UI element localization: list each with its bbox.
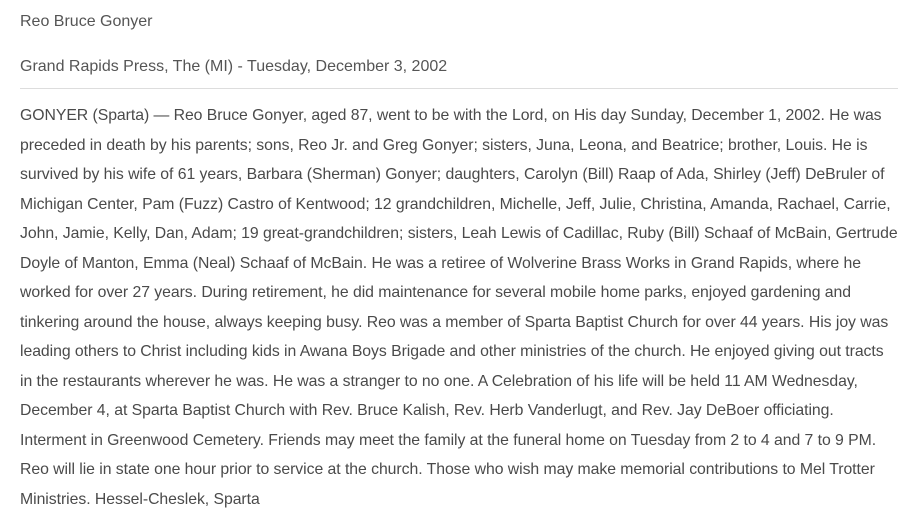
header-divider (20, 88, 898, 89)
publication-source-line: Grand Rapids Press, The (MI) - Tuesday, December 3, 2002 (20, 58, 448, 75)
obituary-body-text: GONYER (Sparta) — Reo Bruce Gonyer, aged 87, went to be with the Lord, on His day Sunday, December 1, 2002. He was preceded in death by his parents; sons, Reo Jr. and Greg Gonyer; sisters, Juna, Leona, and Beatrice; brother, Louis. He is survived by his wife of 61 years, Barbara (Sherman) Gonyer; daughters, Carolyn (Bill) Raap of Ada, Shirley (Jeff) DeBruler of Michigan Center, Pam (Fuzz) Castro of Kentwood; 12 grandchildren, Michelle, Jeff, Julie, Christina, Amanda, Rachael, Carrie, John, Jamie, Kelly, Dan, Adam; 19 great-grandchildren; sisters, Leah Lewis of Cadillac, Ruby (Bill) Schaaf of McBain, Gertrude Doyle of Manton, Emma (Neal) Schaaf of McBain. He was a retiree of Wolverine Brass Works in Grand Rapids, where he worked for over 27 years. During retirement, he did maintenance for several mobile home parks, enjoyed gardening and tinkering around the house, always keeping busy. Reo was a member of Sparta Baptist Church for over 44 years. His joy was leading others to Christ including kids in Awana Boys Brigade and other ministries of the church. He enjoyed giving out tracts in the restaurants wherever he was. He was a stranger to no one. A Celebration of his life will be held 11 AM Wednesday, December 4, at Sparta Baptist Church with Rev. Bruce Kalish, Rev. Herb Vanderlugt, and Rev. Jay DeBoer officiating. Interment in Greenwood Cemetery. Friends may meet the family at the funeral home on Tuesday from 2 to 4 and 7 to 9 PM. Reo will lie in state one hour prior to service at the church. Those who wish may make memorial contributions to Mel Trotter Ministries. Hessel-Cheslek, Sparta (20, 107, 898, 508)
obituary-title: Reo Bruce Gonyer (20, 13, 153, 30)
